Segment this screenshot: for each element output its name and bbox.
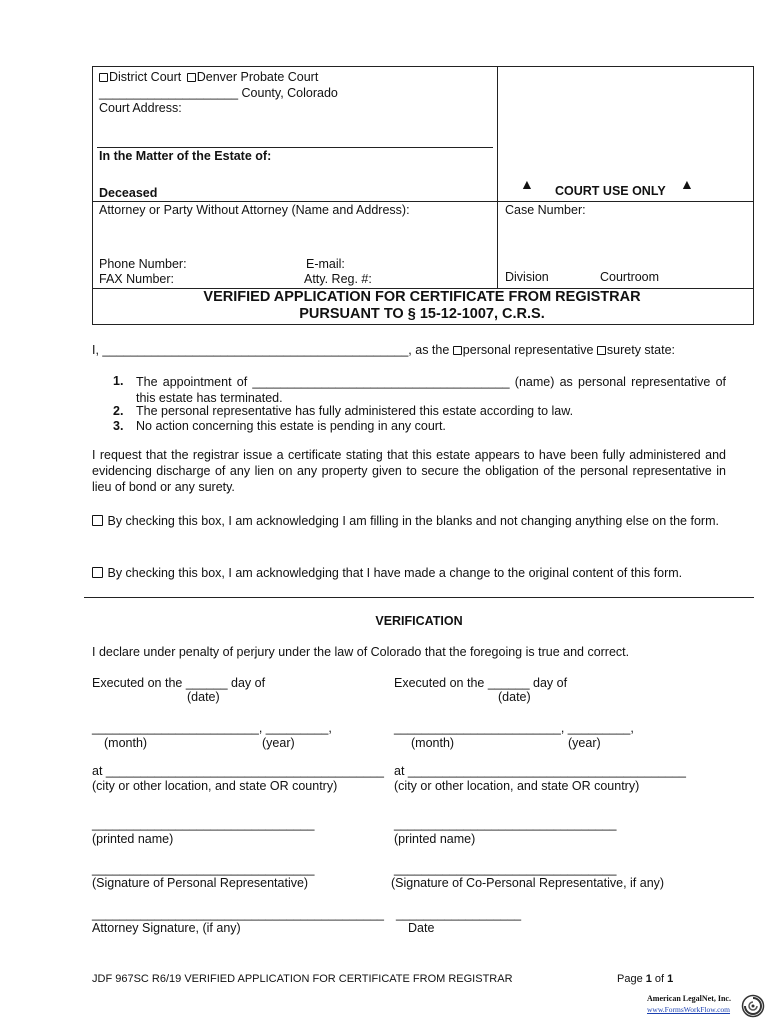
request-paragraph: I request that the registrar issue a certificate stating that this estate appears to have been fully administered and evidencing discharge of any lien on any property given to secure the obligation of the personal representative in lieu of bond or any surety.	[92, 448, 726, 494]
district-court-checkbox[interactable]	[99, 73, 108, 82]
form-id: JDF 967SC R6/19 VERIFIED APPLICATION FOR CERTIFICATE FROM REGISTRAR	[92, 973, 513, 985]
up-arrow-icon: ▲	[520, 176, 534, 192]
logo-swirl-icon	[741, 994, 765, 1018]
at-line-right[interactable]: at ________________________________________	[394, 764, 686, 778]
date-label-right: (date)	[498, 690, 531, 704]
signature-line-left[interactable]: ________________________________	[92, 862, 315, 876]
item-number: 1.	[113, 374, 124, 388]
sig-copr-label: (Signature of Co-Personal Representative, if any)	[391, 876, 665, 890]
ack-second-text: By checking this box, I am acknowledging that I have made a change to the original content of this form.	[107, 566, 683, 580]
year-label-left: (year)	[262, 736, 295, 750]
matter-label: In the Matter of the Estate of:	[99, 149, 272, 163]
list-item: The appointment of _____________________________________ (name) as personal representative of this estate has terminated.	[136, 375, 726, 405]
up-arrow-icon: ▲	[680, 176, 694, 192]
at-line-left[interactable]: at ________________________________________	[92, 764, 384, 778]
year-label-right: (year)	[568, 736, 601, 750]
page-current: 1	[645, 973, 652, 985]
date-label-left: (date)	[187, 690, 220, 704]
executed-line-right[interactable]: Executed on the ______ day of	[394, 676, 568, 690]
email-label: E-mail:	[306, 257, 345, 271]
denver-probate-label: Denver Probate Court	[196, 70, 319, 84]
county-line[interactable]: ____________________ County, Colorado	[99, 86, 338, 100]
sig-pr-label: (Signature of Personal Representative)	[92, 876, 309, 890]
logo-line1: American LegalNet, Inc.	[647, 994, 731, 1003]
printed-name-line-left[interactable]: ________________________________	[92, 817, 315, 831]
logo-line2[interactable]: www.FormsWorkFlow.com	[647, 1005, 731, 1014]
page-title-line2: PURSUANT TO § 15-12-1007, C.R.S.	[299, 306, 545, 322]
case-number-label: Case Number:	[505, 203, 586, 217]
executed-line-left[interactable]: Executed on the ______ day of	[92, 676, 266, 690]
printed-name-line-right[interactable]: ________________________________	[394, 817, 617, 831]
surety-checkbox[interactable]	[597, 346, 606, 355]
ack-first-text: By checking this box, I am acknowledging I am filling in the blanks and not changing anything else on the form.	[107, 514, 719, 528]
list-item: The personal representative has fully administered this estate according to law.	[136, 404, 574, 418]
printed-name-label-right: (printed name)	[394, 832, 476, 846]
ack-first-checkbox[interactable]	[92, 515, 103, 526]
month-label-left: (month)	[104, 736, 148, 750]
item-number: 2.	[113, 404, 124, 418]
page-of: of	[651, 973, 668, 985]
personal-rep-checkbox[interactable]	[453, 346, 462, 355]
attorney-label: Attorney or Party Without Attorney (Name and Address):	[99, 203, 410, 217]
deceased-label: Deceased	[99, 186, 158, 200]
surety-label: surety state:	[606, 343, 676, 357]
division-label: Division	[505, 270, 549, 284]
district-court-label: District Court	[109, 70, 182, 84]
court-use-only: COURT USE ONLY	[555, 184, 666, 198]
ack-second	[92, 566, 682, 580]
location-label-left: (city or other location, and state OR country)	[92, 779, 338, 793]
date-word: Date	[408, 921, 435, 935]
court-options	[99, 70, 318, 84]
atty-reg-label: Atty. Reg. #:	[304, 272, 372, 286]
date-line[interactable]: __________________	[396, 907, 522, 921]
page-number	[617, 973, 673, 985]
courtroom-label: Courtroom	[600, 270, 660, 284]
month-year-line-left[interactable]: ________________________, _________,	[92, 721, 332, 735]
intro-line	[92, 343, 675, 357]
page-total: 1	[667, 973, 674, 985]
ack-second-checkbox[interactable]	[92, 567, 103, 578]
verification-heading: VERIFICATION	[375, 614, 463, 628]
fax-label: FAX Number:	[99, 272, 175, 286]
publisher-logo	[645, 993, 767, 1019]
page-title-line1: VERIFIED APPLICATION FOR CERTIFICATE FROM REGISTRAR	[203, 289, 641, 305]
intro-prefix[interactable]: I, ____________________________________________, as the	[92, 343, 450, 357]
list-item: No action concerning this estate is pending in any court.	[136, 419, 446, 433]
ack-first	[92, 512, 726, 530]
denver-probate-checkbox[interactable]	[187, 73, 196, 82]
declaration: I declare under penalty of perjury under the law of Colorado that the foregoing is true and correct.	[92, 645, 630, 659]
caption-divider	[497, 66, 498, 289]
page-prefix: Page	[617, 973, 646, 985]
printed-name-label-left: (printed name)	[92, 832, 174, 846]
item-number: 3.	[113, 419, 124, 433]
signature-line-right[interactable]: ________________________________	[394, 862, 617, 876]
court-address-label: Court Address:	[99, 101, 182, 115]
attorney-rule	[92, 201, 754, 202]
matter-rule	[97, 147, 493, 148]
phone-label: Phone Number:	[99, 257, 187, 271]
location-label-right: (city or other location, and state OR country)	[394, 779, 640, 793]
attorney-sig-label: Attorney Signature, (if any)	[92, 921, 241, 935]
month-label-right: (month)	[411, 736, 455, 750]
month-year-line-right[interactable]: ________________________, _________,	[394, 721, 634, 735]
attorney-sig-line[interactable]: __________________________________________	[92, 907, 384, 921]
verification-divider	[84, 597, 754, 598]
personal-rep-label: personal representative	[462, 343, 594, 357]
